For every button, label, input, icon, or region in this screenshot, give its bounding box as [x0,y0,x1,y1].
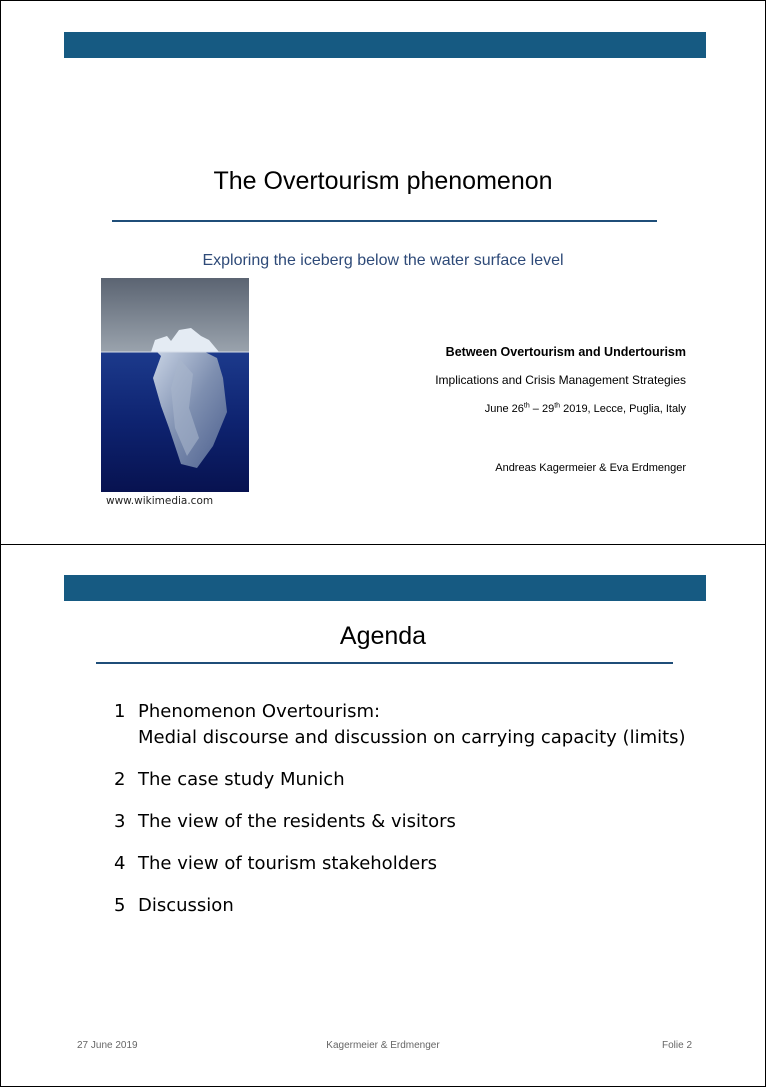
footer-date: 27 June 2019 [77,1040,138,1051]
agenda-item: 1 Phenomenon Overtourism: Medial discourse and discussion on carrying capacity (limits) [114,701,686,748]
conference-theme: Implications and Crisis Management Strategies [435,373,686,387]
slide-title: Agenda [339,622,427,650]
image-credit: www.wikimedia.com [106,495,214,507]
title-underline [112,220,657,222]
agenda-item: 4 The view of tourism stakeholders [114,853,437,874]
authors: Andreas Kagermeier & Eva Erdmenger [495,462,686,474]
footer-page-number: Folie 2 [661,1040,692,1051]
footer-authors: Kagermeier & Erdmenger [326,1040,440,1051]
iceberg-image [101,278,249,492]
slide-subtitle: Exploring the iceberg below the water surface level [202,252,564,269]
agenda-item: 2 The case study Munich [114,769,345,790]
conference-date: June 26th – 29th 2019, Lecce, Puglia, Italy [484,402,686,415]
header-banner [64,575,706,601]
agenda-list [114,699,686,935]
header-banner [64,32,706,58]
agenda-item: 3 The view of the residents & visitors [114,811,456,832]
agenda-item: 5 Discussion [114,895,234,916]
slide-title: The Overtourism phenomenon [213,167,553,195]
title-underline [96,662,673,664]
conference-name: Between Overtourism and Undertourism [445,345,686,359]
slide-2 [0,544,766,1087]
